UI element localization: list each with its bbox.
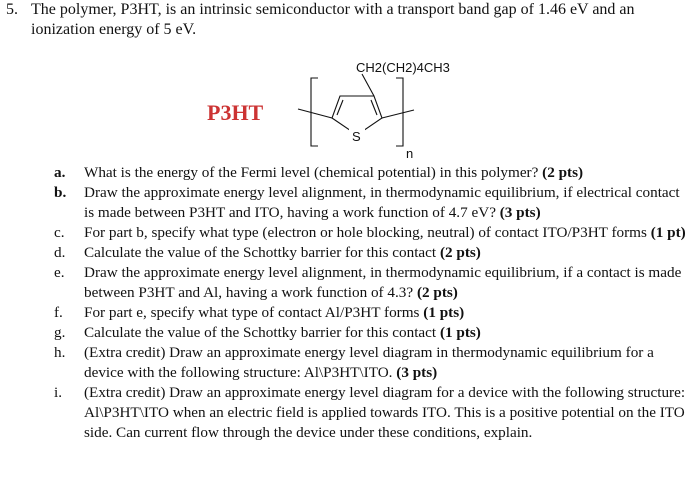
subpart-marker: b.: [54, 184, 67, 201]
subpart-points: (2 pts): [542, 164, 584, 181]
polymer-label: P3HT: [207, 100, 264, 125]
subpart-b: [54, 183, 690, 223]
subpart-marker: i.: [54, 384, 63, 401]
subpart-f: [54, 303, 690, 323]
right-bracket: [396, 78, 403, 146]
subpart-marker: d.: [54, 244, 66, 261]
question-intro: The polymer, P3HT, is an intrinsic semiconductor with a transport band gap of 1.46 eV and an ionization energy of 5 eV.: [31, 1, 635, 38]
subpart-marker: f.: [54, 304, 63, 321]
subpart-marker: g.: [54, 324, 66, 341]
subpart-text: (Extra credit) Draw an approximate energy level diagram in thermodynamic equilibrium for a device with the following structure: Al\P3HT\ITO.: [84, 344, 654, 381]
subpart-text: For part e, specify what type of contact Al/P3HT forms: [84, 304, 420, 321]
sulfur-atom: S: [352, 129, 361, 144]
subpart-text: What is the energy of the Fermi level (chemical potential) in this polymer?: [84, 164, 539, 181]
question-number: 5.: [6, 1, 18, 18]
repeat-subscript: n: [406, 146, 414, 161]
side-chain-formula: CH2(CH2)4CH3: [356, 60, 450, 75]
subpart-points: (3 pts): [499, 204, 541, 221]
subpart-h: [54, 343, 690, 383]
subpart-points: (1 pts): [439, 324, 481, 341]
subpart-marker: c.: [54, 224, 65, 241]
side-chain-bond: [362, 74, 374, 96]
subpart-text: Draw the approximate energy level alignment, in thermodynamic equilibrium, if a contact is made between P3HT and Al, having a work function of 4.3?: [84, 264, 682, 301]
subpart-d: [54, 243, 690, 263]
subpart-a: [54, 163, 690, 183]
subpart-text: Draw the approximate energy level alignment, in thermodynamic equilibrium, if electrical contact is made between P3HT and ITO, having a work function of 4.7 eV?: [84, 184, 680, 221]
subpart-marker: e.: [54, 264, 65, 281]
p3ht-structure-figure: [288, 58, 478, 168]
right-bond: [382, 110, 414, 118]
subpart-i: [54, 383, 690, 443]
subpart-g: [54, 323, 690, 343]
subpart-c: [54, 223, 690, 243]
subpart-points: (2 pts): [416, 284, 458, 301]
subpart-text: Calculate the value of the Schottky barrier for this contact: [84, 324, 437, 341]
subpart-points: (1 pt): [650, 224, 686, 241]
subpart-list: [54, 163, 690, 443]
subpart-marker: a.: [54, 164, 66, 181]
subpart-text: Calculate the value of the Schottky barrier for this contact: [84, 244, 437, 261]
subpart-points: (3 pts): [396, 364, 438, 381]
subpart-marker: h.: [54, 344, 66, 361]
subpart-points: (2 pts): [439, 244, 481, 261]
left-bond: [298, 109, 332, 118]
left-bracket: [311, 78, 318, 146]
subpart-text: For part b, specify what type (electron or hole blocking, neutral) of contact ITO/P3HT forms: [84, 224, 647, 241]
subpart-text: (Extra credit) Draw an approximate energy level diagram for a device with the following structure: Al\P3HT\ITO when an electric field is applied towards ITO. This is a positive potential on the ITO side. Can current flow through the device under these conditions, explain.: [84, 384, 686, 441]
subpart-points: (1 pts): [423, 304, 465, 321]
subpart-e: [54, 263, 690, 303]
